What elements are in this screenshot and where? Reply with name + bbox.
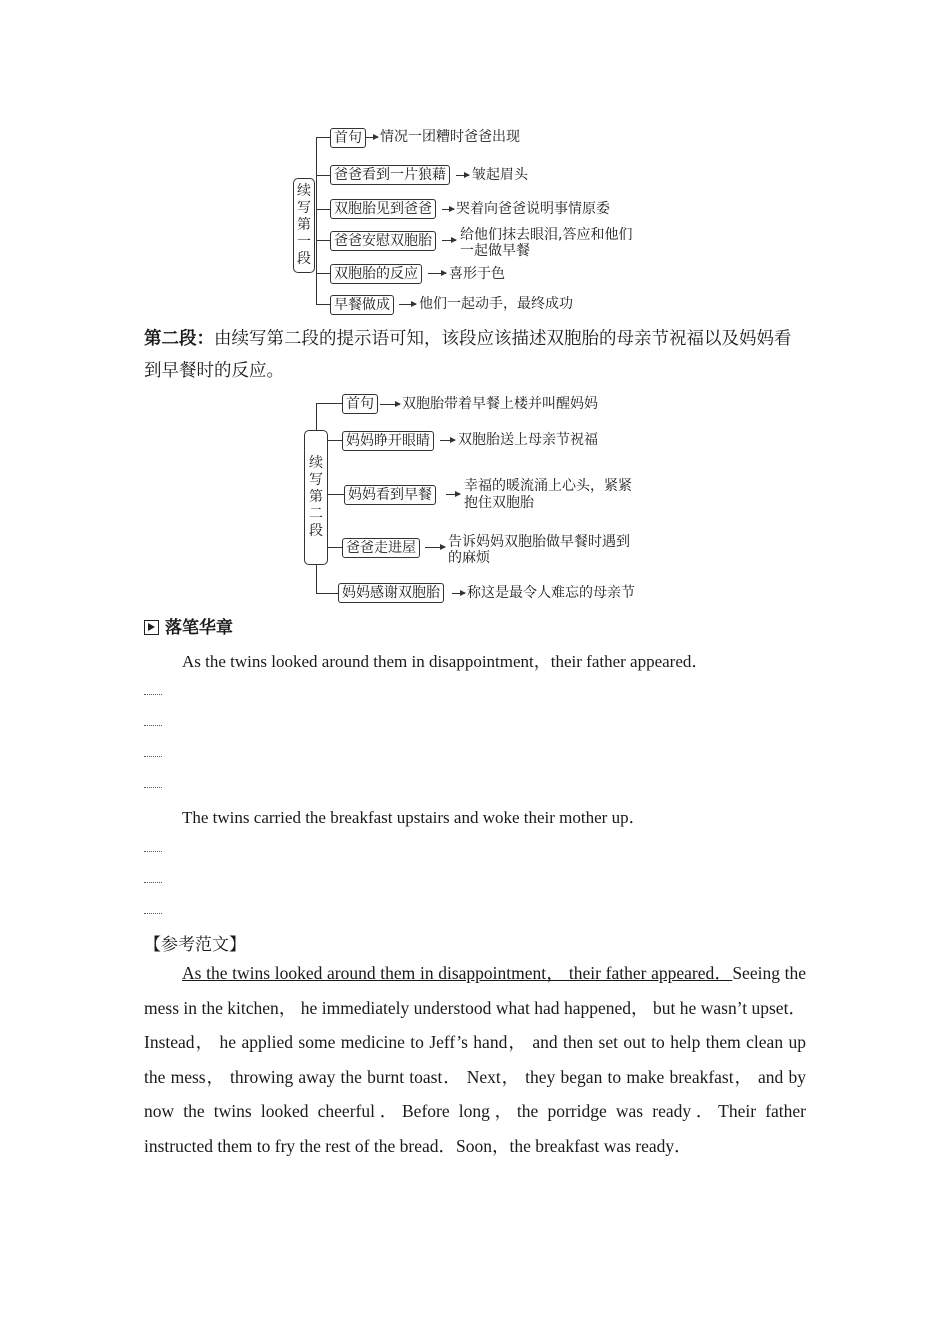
mind-map-root: 续写第二段: [304, 430, 328, 565]
writing-line[interactable]: [144, 756, 162, 757]
mind-map-node: 首句: [330, 128, 366, 148]
mind-map-node: 妈妈睁开眼睛: [342, 431, 434, 451]
mind-map-node: 爸爸看到一片狼藉: [330, 165, 450, 185]
writing-line[interactable]: [144, 787, 162, 788]
mind-map-result: 抱住双胞胎: [464, 495, 534, 511]
mind-map-result: 给他们抹去眼泪,答应和他们: [460, 227, 633, 243]
writing-line[interactable]: [144, 725, 162, 726]
paragraph-2-intro: [144, 323, 808, 387]
reference-title: 【参考范文】: [144, 935, 246, 955]
paragraph-2-label: 第二段：: [144, 329, 214, 349]
writing-line[interactable]: [144, 913, 162, 914]
mind-map-node: 爸爸安慰双胞胎: [330, 231, 436, 251]
writing-line[interactable]: [144, 882, 162, 883]
mind-map-result: 双胞胎送上母亲节祝福: [458, 432, 598, 448]
reference-first-sentence: As the twins looked around them in disappointment， their father appeared．: [182, 963, 733, 983]
mind-map-node: 首句: [342, 394, 378, 414]
mind-map-node: 早餐做成: [330, 295, 394, 315]
mind-map-node: 妈妈看到早餐: [344, 485, 436, 505]
mind-map-result: 喜形于色: [449, 266, 505, 282]
mind-map-result: 皱起眉头: [472, 167, 528, 183]
mind-map-result: 称这是最令人难忘的母亲节: [467, 585, 635, 601]
mind-map-result: 他们一起动手，最终成功: [419, 296, 573, 312]
mind-map-result: 一起做早餐: [460, 243, 530, 259]
mind-map-root: 续写第一段: [293, 178, 315, 273]
mind-map-result: 幸福的暖流涌上心头，紧紧: [464, 478, 632, 494]
section-title: [144, 613, 233, 638]
reference-essay: [144, 956, 806, 1163]
writing-prompt-2: The twins carried the breakfast upstairs and woke their mother up．: [182, 808, 646, 827]
writing-line[interactable]: [144, 851, 162, 852]
mind-map-node: 妈妈感谢双胞胎: [338, 583, 444, 603]
writing-prompt-1: As the twins looked around them in disappointment，their father appeared．: [182, 652, 709, 671]
mind-map-node: 双胞胎见到爸爸: [330, 199, 436, 219]
paragraph-2-text: 由续写第二段的提示语可知，该段应该描述双胞胎的母亲节祝福以及妈妈看到早餐时的反应。: [144, 329, 792, 381]
mind-map-result: 的麻烦: [448, 550, 490, 566]
mind-map-result: 双胞胎带着早餐上楼并叫醒妈妈: [402, 396, 598, 412]
mind-map-result: 情况一团糟时爸爸出现: [380, 129, 520, 145]
mind-map-result: 哭着向爸爸说明事情原委: [456, 201, 610, 217]
play-icon: [144, 620, 159, 635]
reference-body: Seeing the mess in the kitchen， he immediately understood what had happened， but he wasn’t upset． Instead， he applied some medicine to Jeff’s hand， and then set out to help them clean up the mess， throwing away the burnt toast． Next， they began to make breakfast， and by now the twins looked cheerful．Before long，the porridge was ready．Their father instructed them to fry the rest of the bread．Soon，the breakfast was ready．: [144, 963, 806, 1156]
mind-map-result: 告诉妈妈双胞胎做早餐时遇到: [448, 534, 630, 550]
section-title-text: 落笔华章: [165, 618, 233, 638]
mind-map-node: 爸爸走进屋: [342, 538, 420, 558]
writing-line[interactable]: [144, 694, 162, 695]
mind-map-node: 双胞胎的反应: [330, 264, 422, 284]
